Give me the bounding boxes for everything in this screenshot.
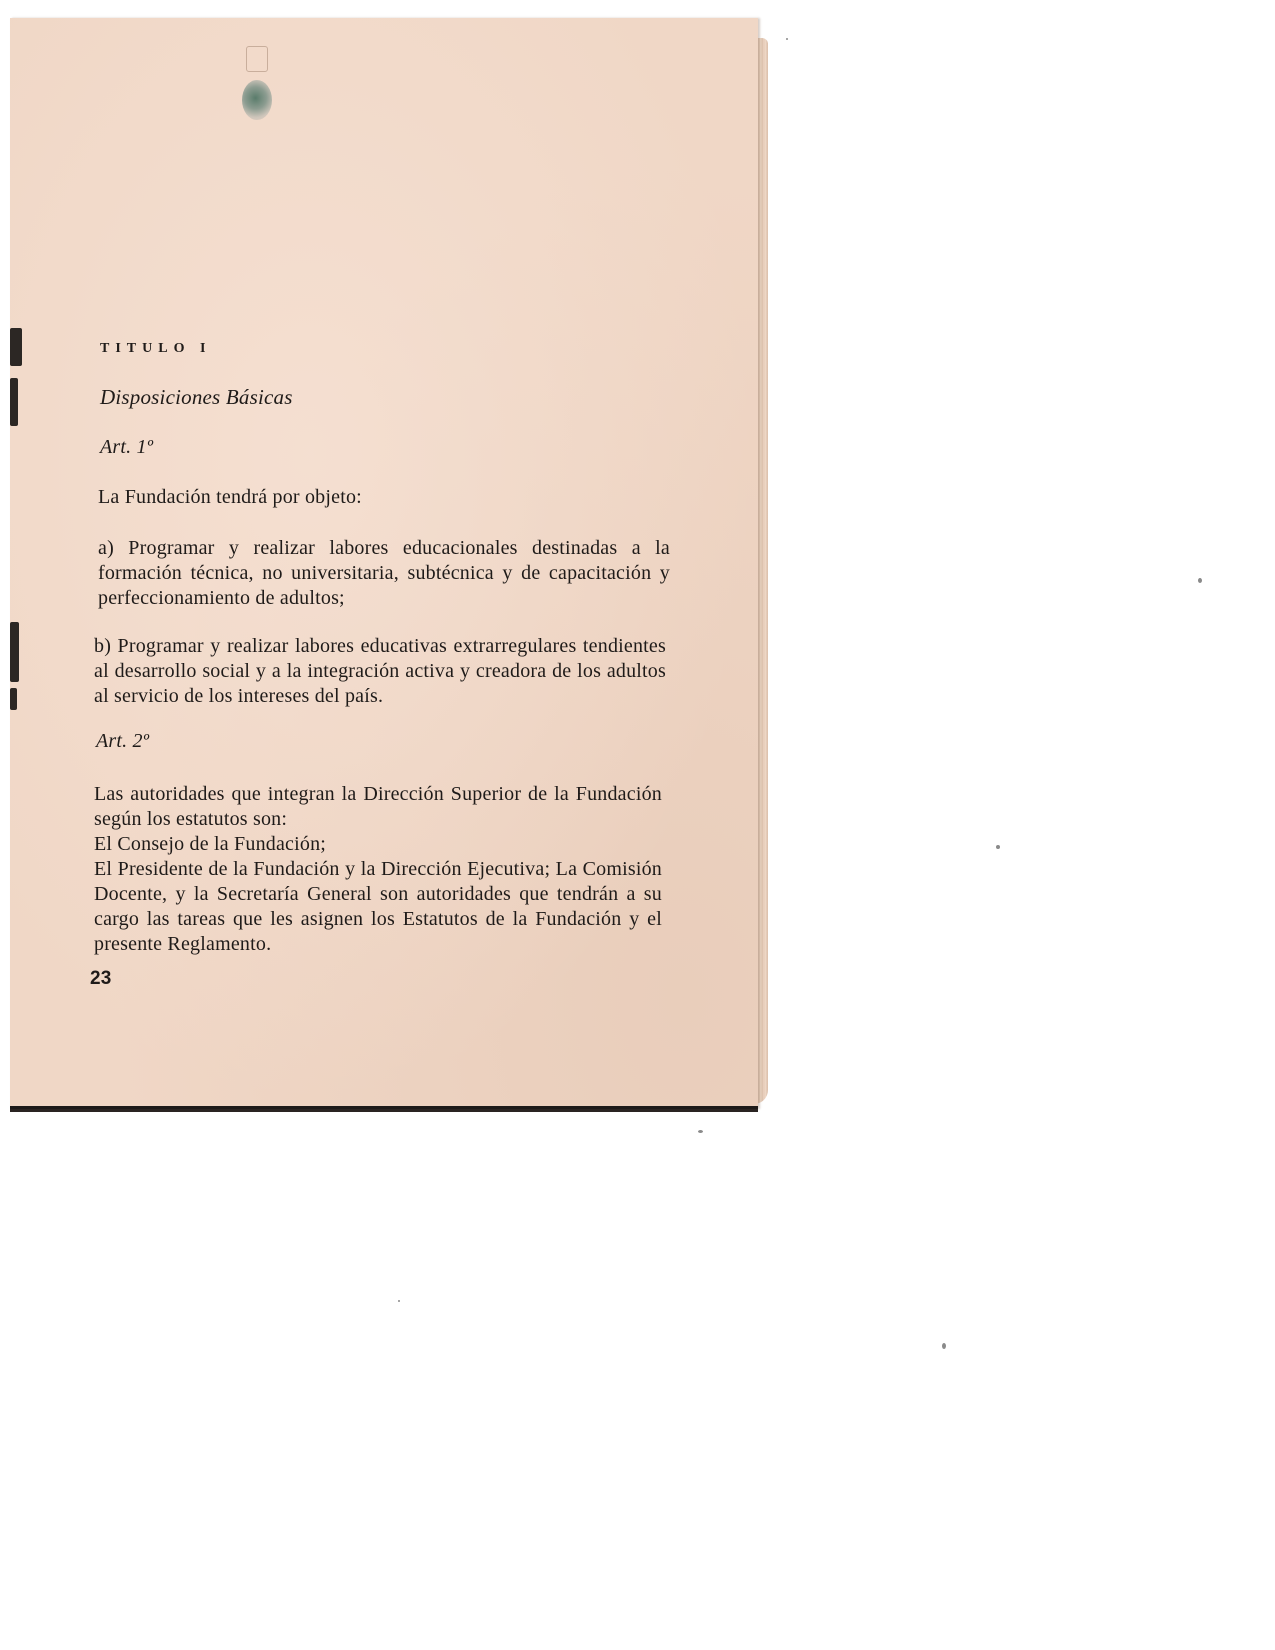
binding-staple-bottom [10,688,17,710]
scan-speck [1198,578,1202,583]
scan-speck [398,1300,400,1302]
article-1-item-b: b) Programar y realizar labores educativas extrarregulares tendientes al desarrollo social y a la integración activa y creadora de los adultos al servicio de los intereses del país. [94,635,666,707]
scan-speck [942,1343,946,1349]
document-page [10,18,758,1109]
punch-mark [246,46,268,72]
article-2-line-2: El Consejo de la Fundación; [94,833,327,855]
article-2-body [94,782,662,957]
article-1-item-a: a) Programar y realizar labores educacionales destinadas a la formación técnica, no universitaria, subtécnica y de capacitación y perfeccionamiento de adultos; [98,537,670,609]
article-1-intro: La Fundación tendrá por objeto: [98,486,362,508]
section-title: Disposiciones Básicas [100,385,293,409]
binding-staple-lower [10,622,19,682]
scan-speck [996,845,1000,849]
article-1-heading: Art. 1º [100,436,154,458]
article-2-heading: Art. 2º [96,730,150,752]
punch-hole [242,80,272,120]
section-label: TITULO I [100,341,212,356]
binding-staple-upper [10,378,18,426]
article-2-line-1: Las autoridades que integran la Dirección Superior de la Fundación según los estatutos son: [94,783,662,830]
page-number: 23 [90,968,112,989]
binding-staple-top [10,328,22,366]
article-2-line-3: El Presidente de la Fundación y la Dirección Ejecutiva; La Comisión Docente, y la Secretaría General son autoridades que tendrán a su cargo las tareas que les asignen los Estatutos de la Fundación y el presente Reglamento. [94,858,662,955]
scan-speck [786,38,788,40]
scan-speck [698,1130,703,1133]
